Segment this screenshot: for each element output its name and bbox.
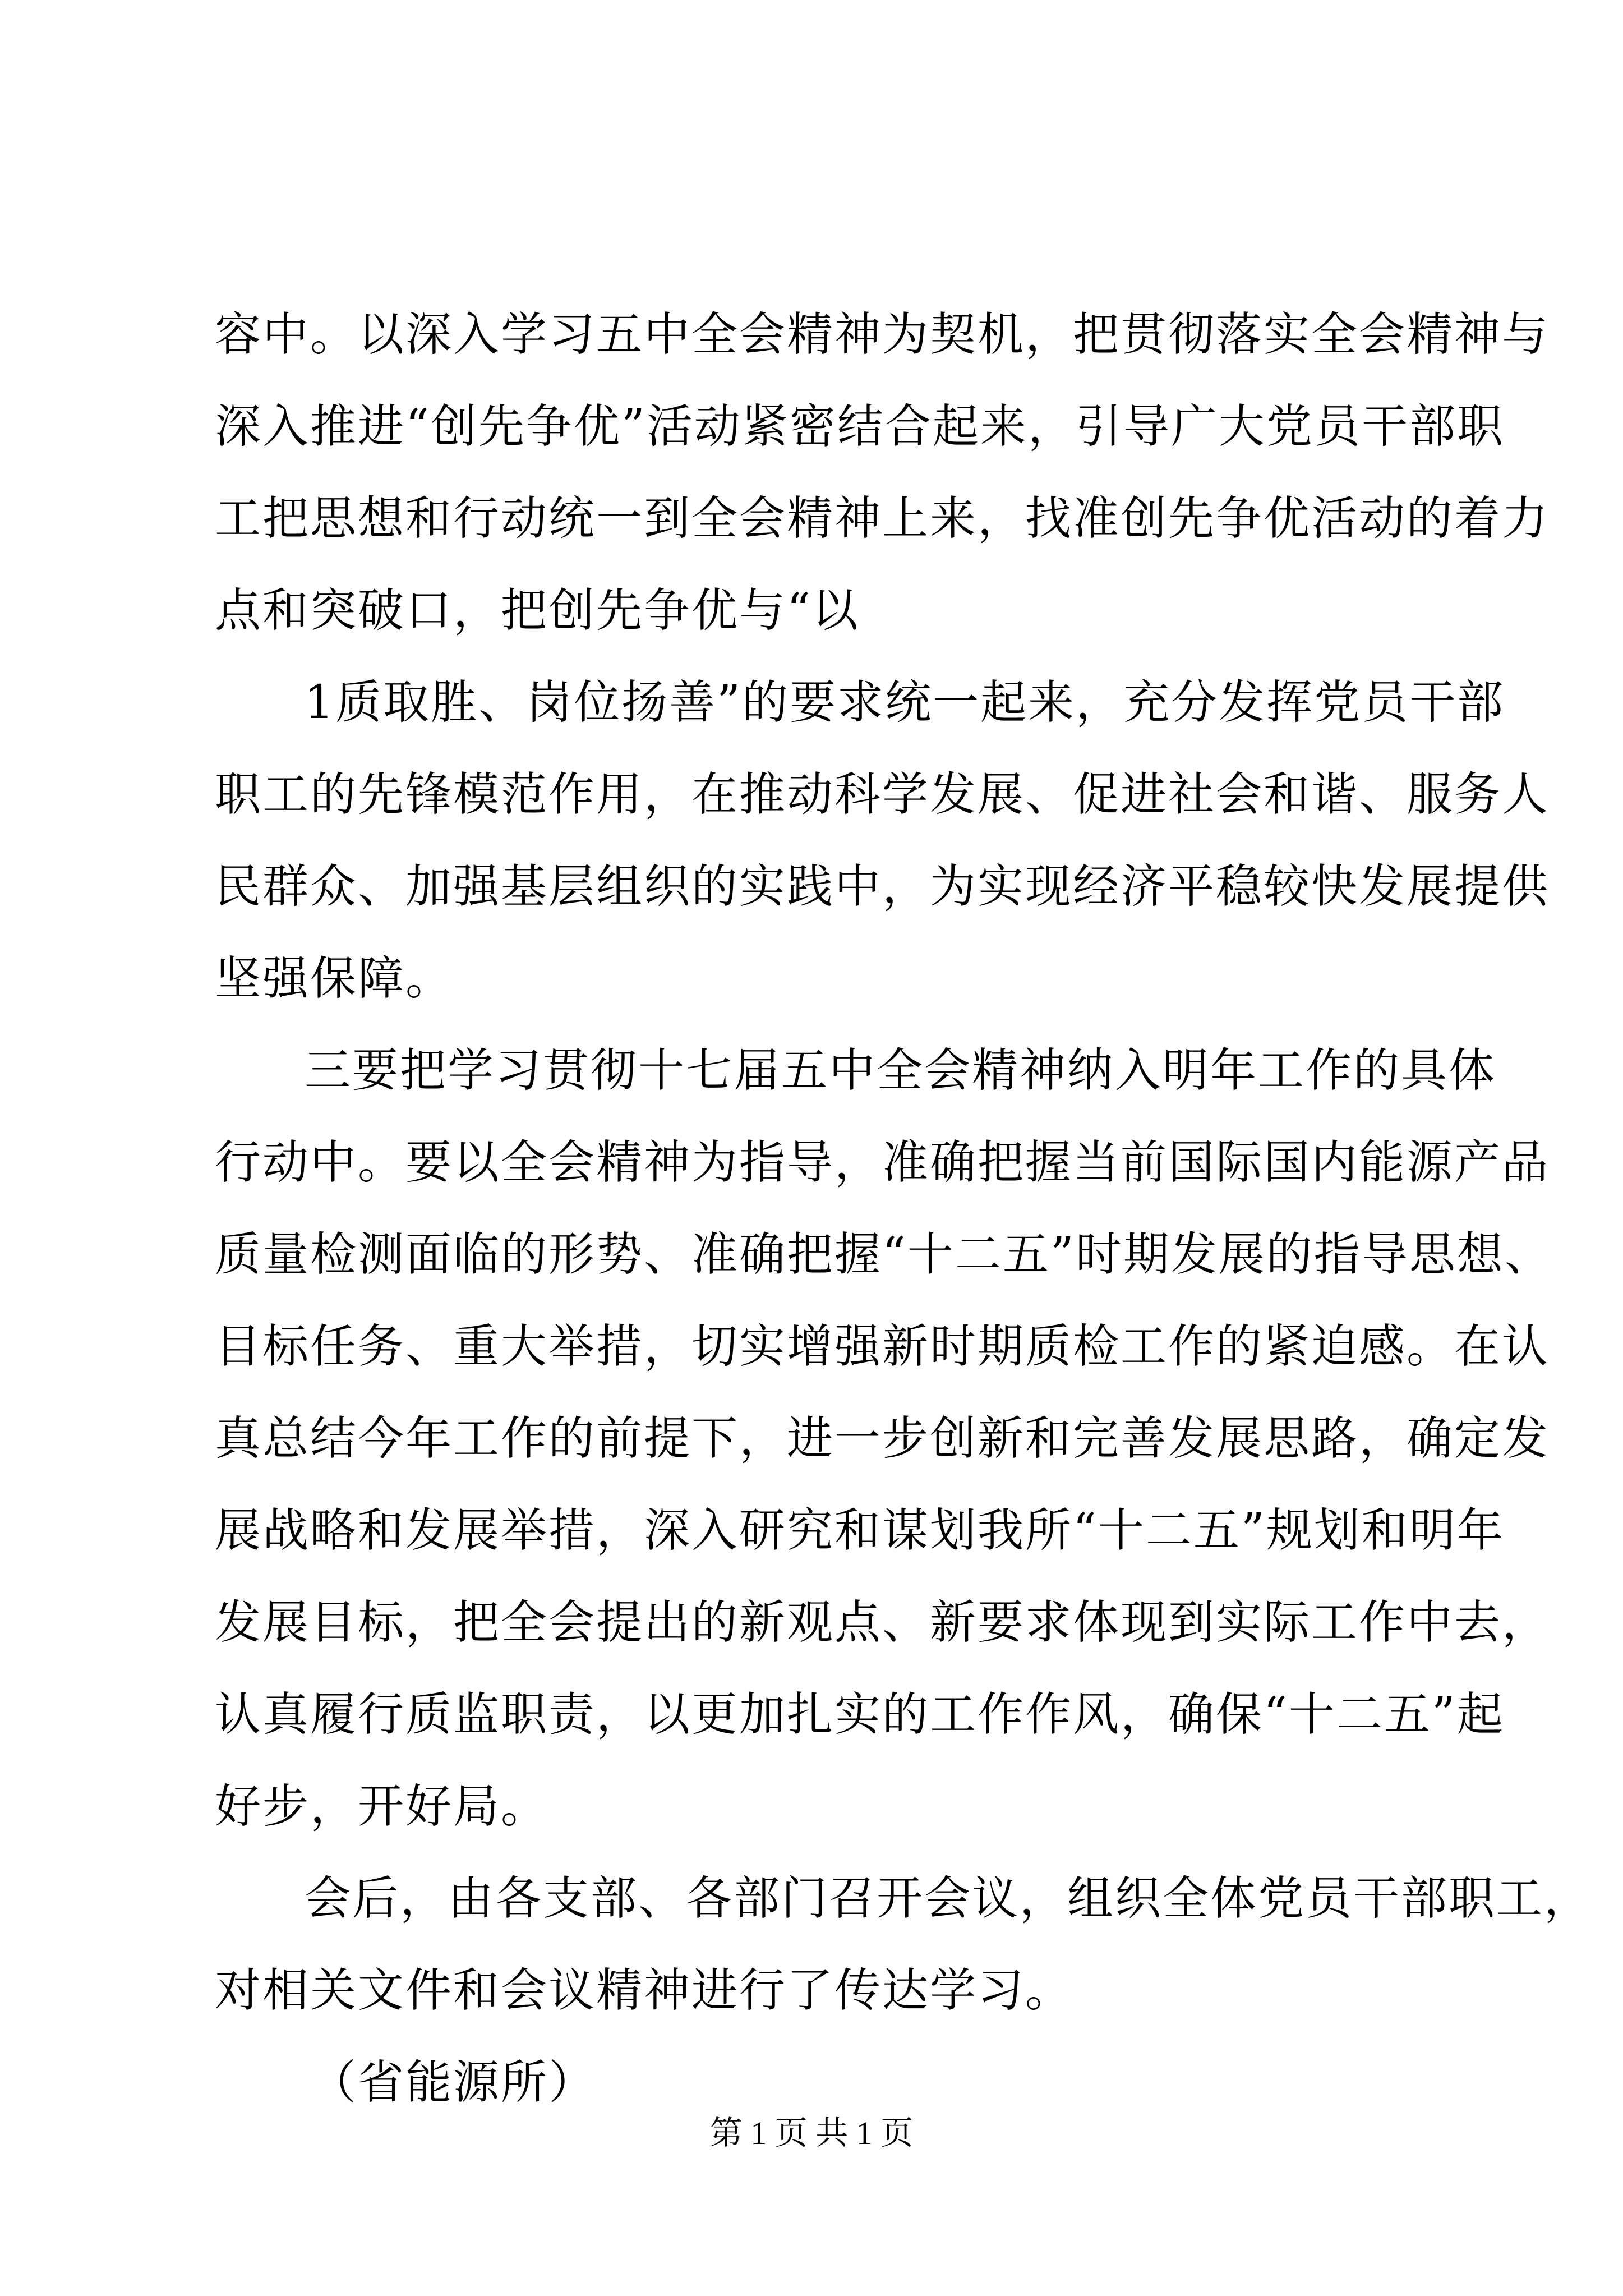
paragraph-line: 对相关文件和会议精神进行了传达学习。 (215, 1964, 1073, 2017)
page-number: 第 1 页 共 1 页 (709, 2115, 914, 2151)
page-footer (0, 2114, 1623, 2153)
paragraph-line: 行动中。要以全会精神为指导，准确把握当前国际国内能源产品 (215, 1136, 1550, 1189)
paragraph-line: 深入推进“创先争优”活动紧密结合起来，引导广大党员干部职 (215, 400, 1505, 453)
document-body (215, 289, 1592, 2129)
paragraph-line: 真总结今年工作的前提下，进一步创新和完善发展思路，确定发 (215, 1412, 1550, 1465)
paragraph-line: 工把思想和行动统一到全会精神上来，找准创先争优活动的着力 (215, 492, 1550, 545)
paragraph-line: 会后，由各支部、各部门召开会议，组织全体党员干部职工， (305, 1872, 1592, 1925)
paragraph-line: 好步，开好局。 (215, 1780, 549, 1833)
paragraph-line: 认真履行质监职责，以更加扎实的工作作风，确保“十二五”起 (215, 1688, 1505, 1741)
paragraph-line: 民群众、加强基层组织的实践中，为实现经济平稳较快发展提供 (215, 860, 1550, 913)
paragraph-line: 发展目标，把全会提出的新观点、新要求体现到实际工作中去， (215, 1596, 1550, 1649)
paragraph-line: 质量检测面临的形势、准确把握“十二五”时期发展的指导思想、 (215, 1228, 1552, 1281)
paragraph-line: 展战略和发展举措，深入研究和谋划我所“十二五”规划和明年 (215, 1504, 1505, 1557)
author-signature: （省能源所） (310, 2056, 597, 2109)
paragraph-line: 1质取胜、岗位扬善”的要求统一起来，充分发挥党员干部 (305, 676, 1505, 729)
paragraph-line: 容中。以深入学习五中全会精神为契机，把贯彻落实全会精神与 (215, 308, 1550, 361)
paragraph-line: 坚强保障。 (215, 952, 454, 1005)
paragraph-line: 职工的先锋模范作用，在推动科学发展、促进社会和谐、服务人 (215, 768, 1550, 821)
paragraph-line: 点和突破口，把创先争优与“以 (215, 584, 860, 637)
paragraph-line: 三要把学习贯彻十七届五中全会精神纳入明年工作的具体 (305, 1044, 1497, 1097)
paragraph-line: 目标任务、重大举措，切实增强新时期质检工作的紧迫感。在认 (215, 1320, 1550, 1373)
